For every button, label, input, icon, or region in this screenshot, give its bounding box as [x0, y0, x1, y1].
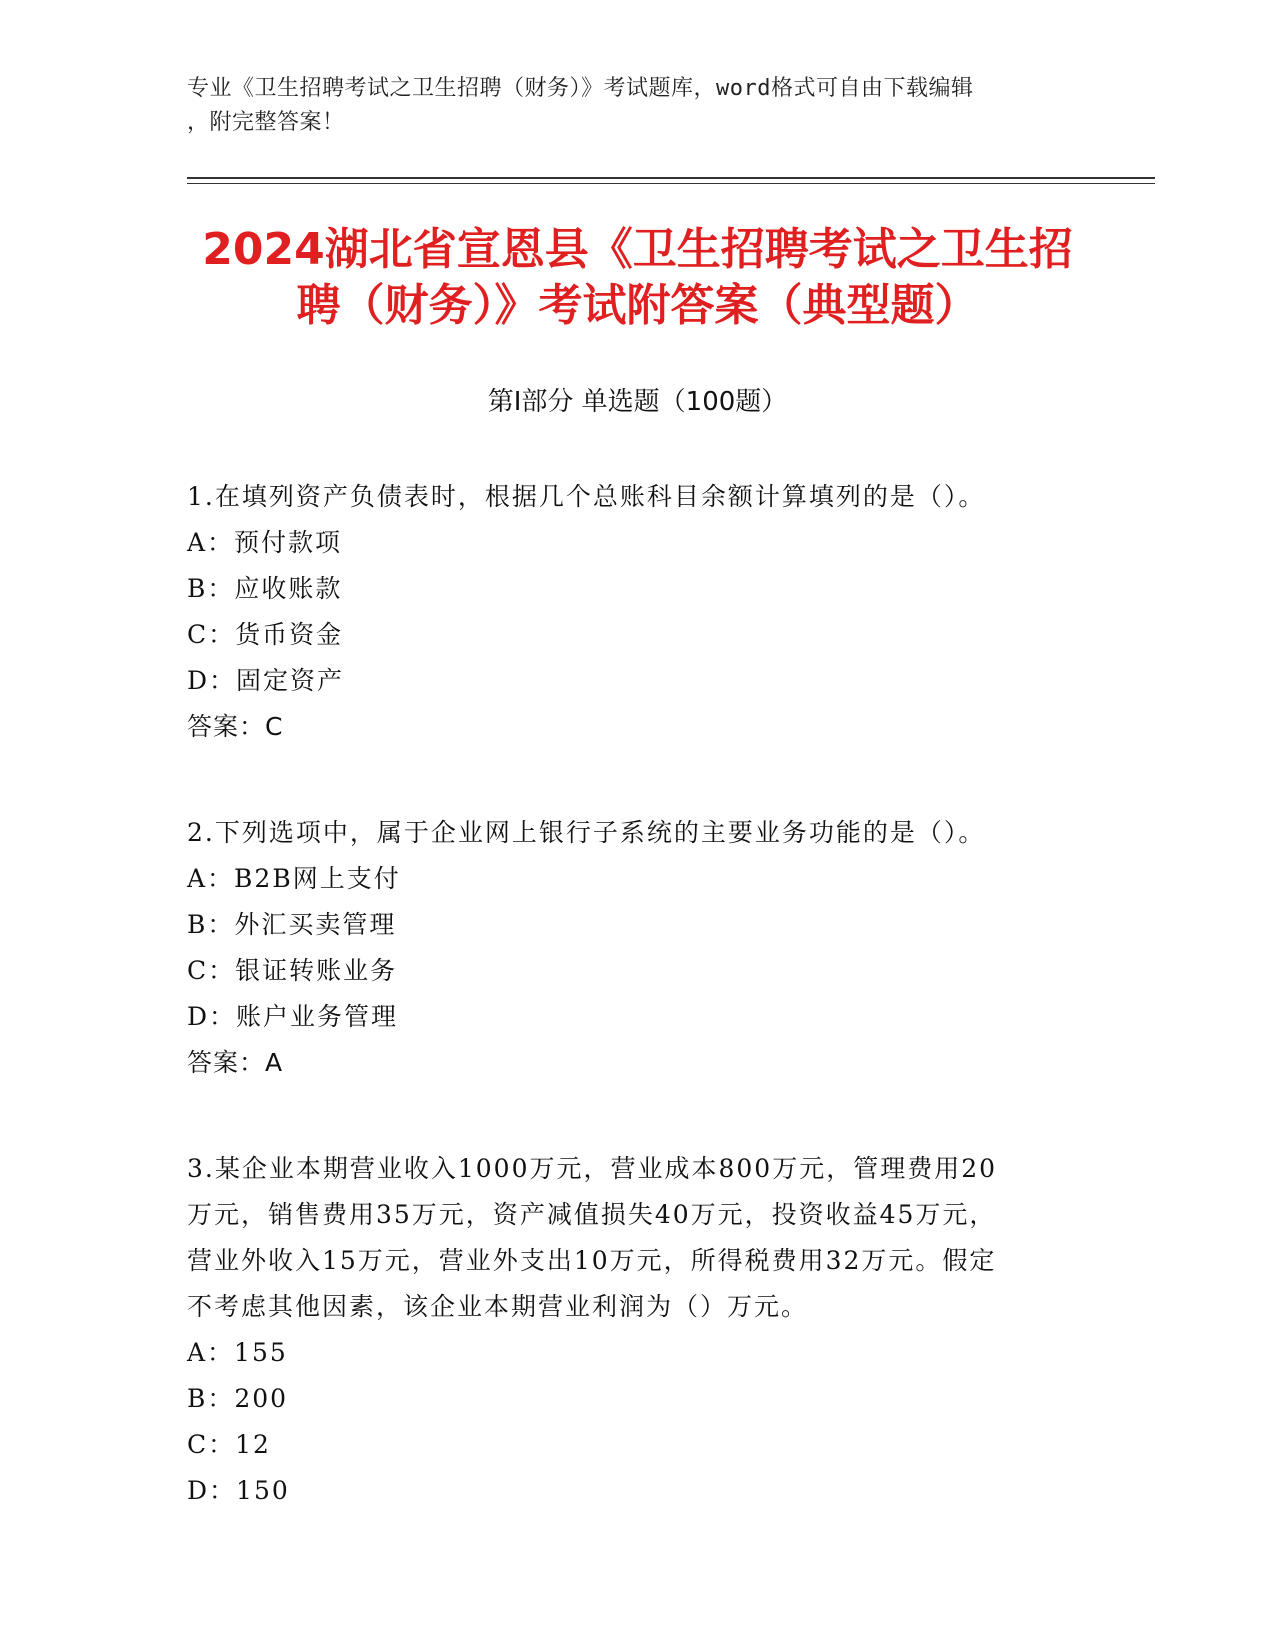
question-1: [187, 474, 1087, 750]
option-c: C：12: [187, 1430, 271, 1459]
option-b: B：200: [187, 1384, 289, 1413]
question-3: [187, 1146, 1087, 1514]
question-stem: 1.在填列资产负债表时，根据几个总账科目余额计算填列的是（）。: [187, 482, 986, 511]
option-d: D：账户业务管理: [187, 1002, 399, 1031]
option-c: C：银证转账业务: [187, 956, 398, 985]
document-title-line-1: 2024湖北省宣恩县《卫生招聘考试之卫生招: [202, 224, 1073, 275]
header-divider-thin: [187, 183, 1155, 184]
question-stem-line-1: 3.某企业本期营业收入1000万元，营业成本800万元，管理费用20: [187, 1154, 998, 1183]
option-a: A：155: [187, 1338, 288, 1367]
question-stem: 2.下列选项中，属于企业网上银行子系统的主要业务功能的是（）。: [187, 818, 986, 847]
header-note-line-2: ，附完整答案！: [187, 110, 345, 135]
option-a: A：预付款项: [187, 528, 343, 557]
option-d: D：150: [187, 1476, 290, 1505]
option-b: B：外汇买卖管理: [187, 910, 397, 939]
answer-line: 答案：C: [187, 712, 284, 741]
question-stem-line-4: 不考虑其他因素，该企业本期营业利润为（）万元。: [187, 1292, 809, 1321]
option-d: D：固定资产: [187, 666, 345, 695]
document-title-line-2: 聘（财务）》考试附答案（典型题）: [296, 280, 979, 331]
section-heading: 第Ⅰ部分 单选题（100题）: [487, 387, 788, 417]
header-divider-thick: [187, 177, 1155, 179]
answer-line: 答案：A: [187, 1048, 284, 1077]
question-list: [187, 474, 1087, 1574]
question-stem-line-2: 万元，销售费用35万元，资产减值损失40万元，投资收益45万元，: [187, 1200, 997, 1229]
question-2: [187, 810, 1087, 1086]
option-a: A：B2B网上支付: [187, 864, 401, 893]
header-note: [187, 72, 1067, 140]
question-stem-line-3: 营业外收入15万元，营业外支出10万元，所得税费用32万元。假定: [187, 1246, 997, 1275]
option-b: B：应收账款: [187, 574, 343, 603]
header-note-line-1: 专业《卫生招聘考试之卫生招聘（财务）》考试题库，word格式可自由下载编辑: [187, 76, 974, 101]
option-c: C：货币资金: [187, 620, 344, 649]
document-title: [150, 222, 1125, 334]
